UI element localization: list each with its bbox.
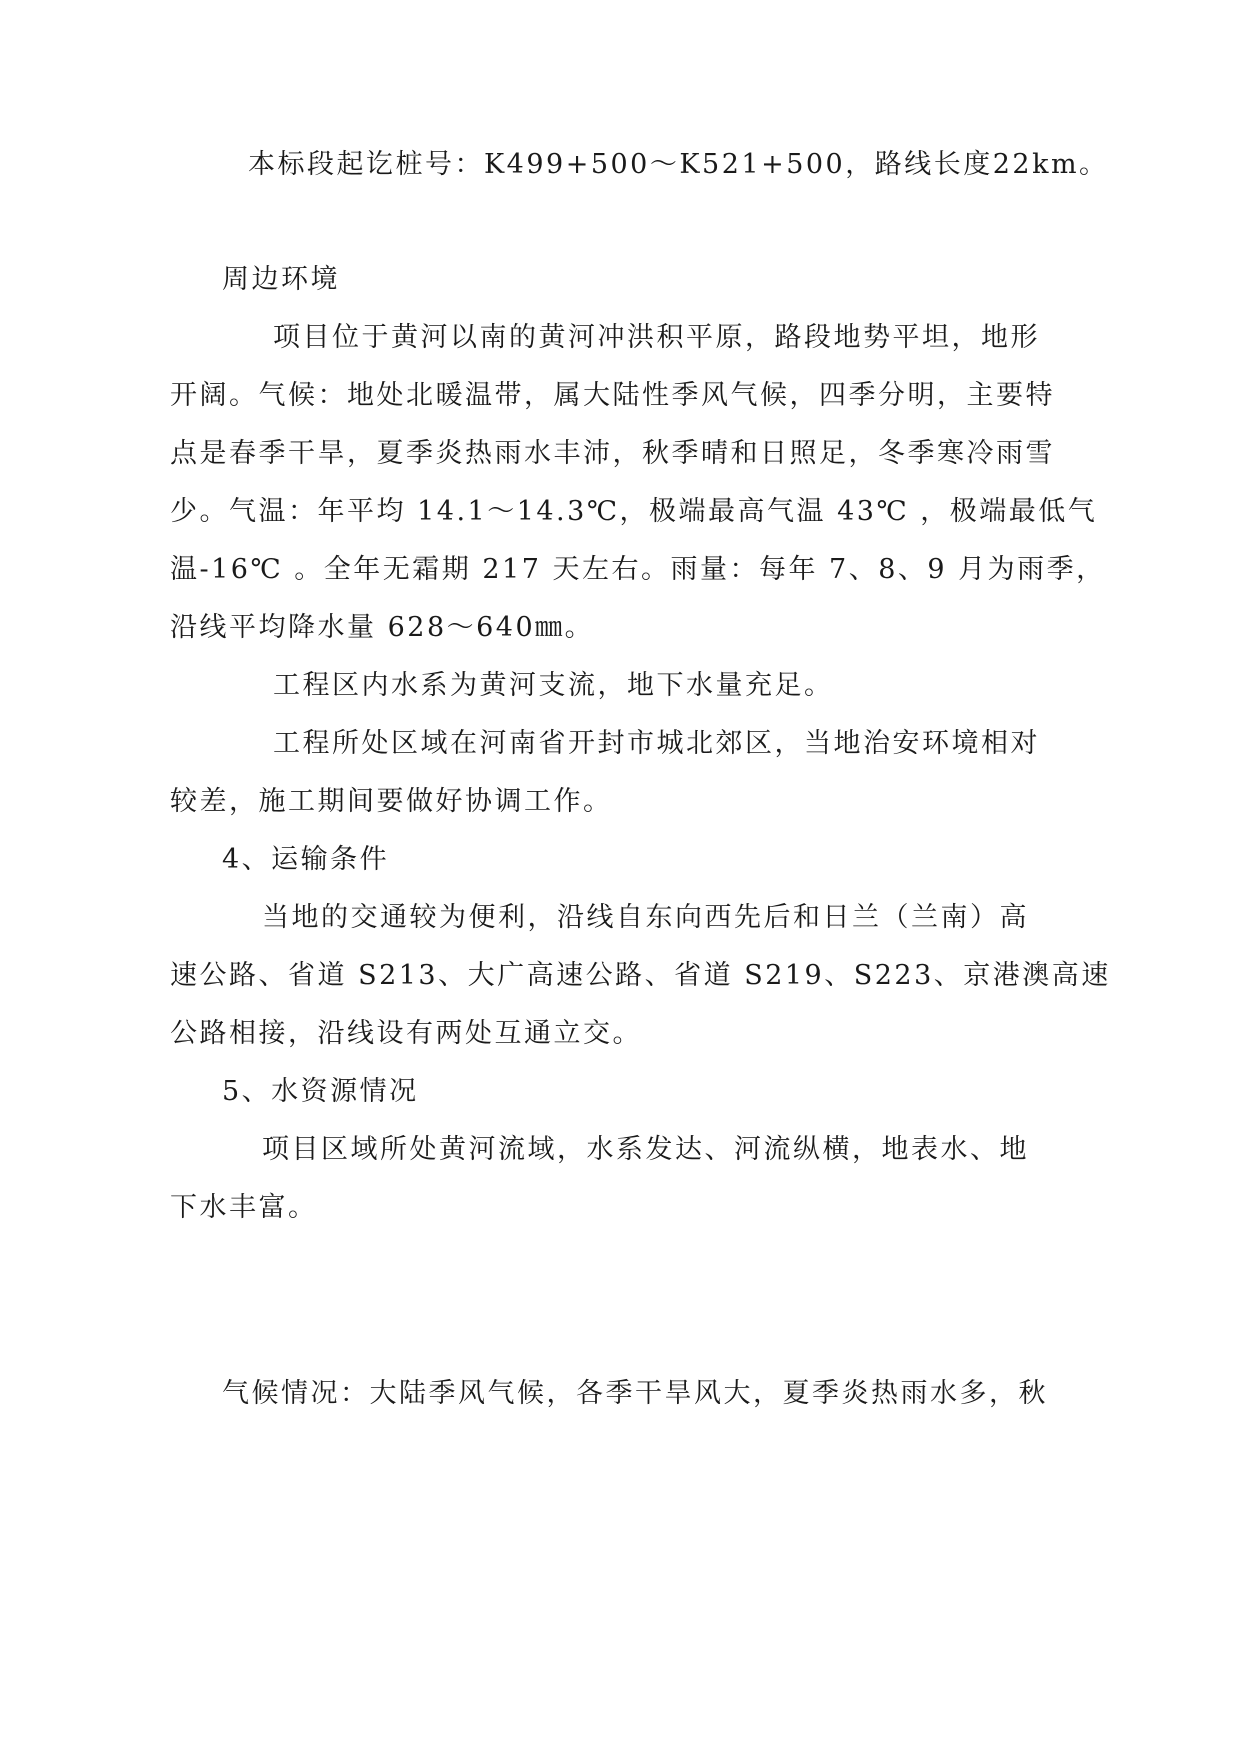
climate-paragraph-line: 沿线平均降水量 628～640㎜。	[170, 612, 595, 643]
surroundings-heading: 周边环境	[222, 264, 340, 295]
water-resources-paragraph-line: 下水丰富。	[170, 1192, 318, 1223]
transport-paragraph-line: 速公路、省道 S213、大广高速公路、省道 S219、S223、京港澳高速	[170, 960, 1111, 991]
section-scope-text: 本标段起讫桩号：K499+500～K521+500，路线长度22km。	[248, 149, 1109, 180]
climate-paragraph-line: 开阔。气候：地处北暖温带，属大陆性季风气候，四季分明，主要特	[170, 380, 1055, 411]
location-paragraph-line: 工程所处区域在河南省开封市城北郊区，当地治安环境相对	[273, 728, 1040, 759]
location-paragraph-line: 较差，施工期间要做好协调工作。	[170, 786, 613, 817]
transport-paragraph-line: 当地的交通较为便利，沿线自东向西先后和日兰（兰南）高	[262, 902, 1029, 933]
transport-heading: 4、运输条件	[222, 844, 390, 875]
climate-paragraph-line: 温-16℃ 。全年无霜期 217 天左右。雨量：每年 7、8、9 月为雨季，	[170, 554, 1106, 585]
climate-summary-text: 气候情况：大陆季风气候，各季干旱风大，夏季炎热雨水多，秋	[222, 1378, 1048, 1409]
water-resources-heading: 5、水资源情况	[222, 1076, 419, 1107]
climate-paragraph-line: 点是春季干旱，夏季炎热雨水丰沛，秋季晴和日照足，冬季寒冷雨雪	[170, 438, 1055, 469]
water-system-text: 工程区内水系为黄河支流，地下水量充足。	[273, 670, 834, 701]
climate-paragraph-line: 项目位于黄河以南的黄河冲洪积平原，路段地势平坦，地形	[273, 322, 1040, 353]
climate-paragraph-line: 少。气温：年平均 14.1～14.3℃，极端最高气温 43℃ ，极端最低气	[170, 496, 1098, 527]
water-resources-paragraph-line: 项目区域所处黄河流域，水系发达、河流纵横，地表水、地	[262, 1134, 1029, 1165]
transport-paragraph-line: 公路相接，沿线设有两处互通立交。	[170, 1018, 642, 1049]
